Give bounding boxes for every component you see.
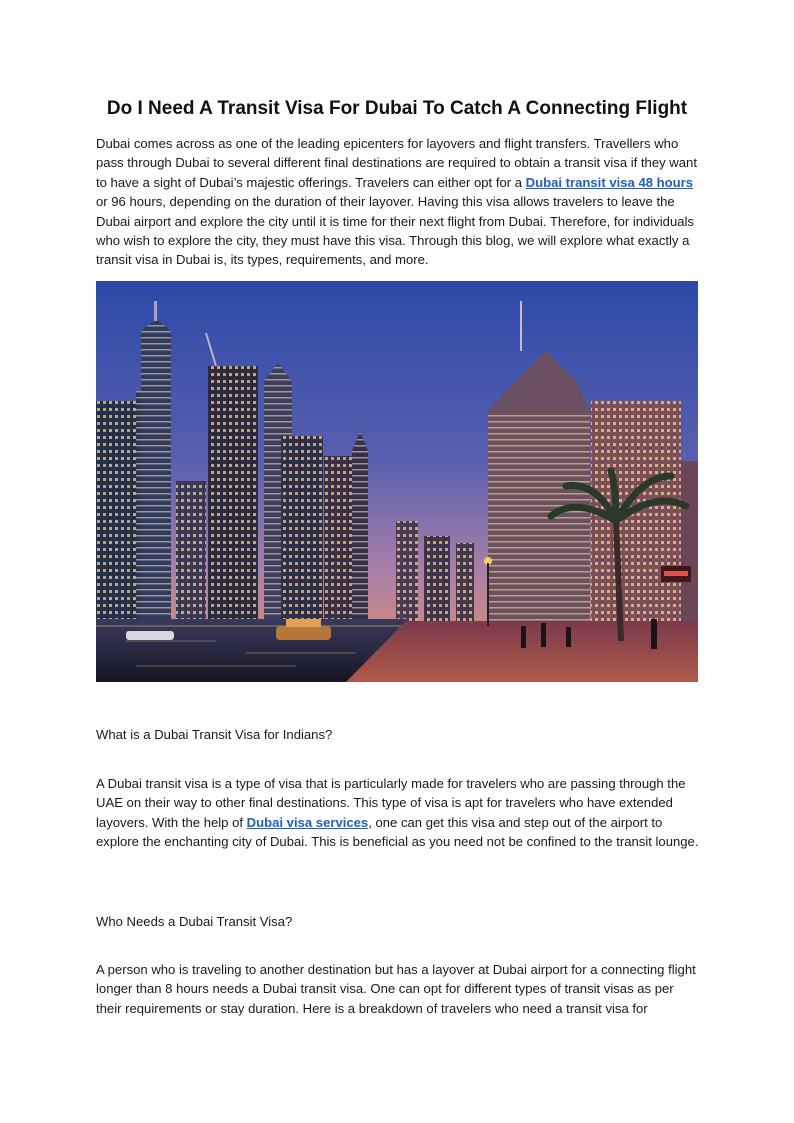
page-title: Do I Need A Transit Visa For Dubai To Catch A Connecting Flight — [106, 98, 688, 119]
section1-text-end: , one can get this visa and step out of the airport to explore the enchanting city of Dubai. This is beneficial as you need not be confined to the transit lounge. — [96, 814, 699, 850]
section1-paragraph — [96, 774, 699, 852]
section1-text-start: A Dubai transit visa is a type of visa that is particularly made for travelers who are passing through the UAE on their way to other final destinations. This type of visa is apt for travelers who have extended layovers. With the help of — [96, 776, 686, 830]
dubai-transit-visa-48-hours-link[interactable]: Dubai transit visa 48 hours — [525, 174, 694, 190]
intro-text-start: Dubai comes across as one of the leading epicenters for layovers and flight transfers. Travellers who pass through Dubai to several different final destinations are required to obtain a transit visa if they want to have a sight of Dubai’s majestic offerings. Travelers can either opt for a — [96, 136, 697, 190]
intro-text-end: or 96 hours, depending on the duration of their layover. Having this visa allows travelers to leave the Dubai airport and explore the city until it is time for their next flight from Dubai. Therefore, for individuals who wish to explore the city, they must have this visa. Through this blog, we will explore what exactly a transit visa in Dubai is, its types, requirements, and more. — [96, 194, 694, 268]
section-heading-what-is: What is a Dubai Transit Visa for Indians? — [96, 727, 333, 742]
intro-paragraph — [96, 134, 699, 270]
section-heading-who-needs: Who Needs a Dubai Transit Visa? — [96, 914, 293, 929]
dubai-visa-services-link[interactable]: Dubai visa services — [246, 814, 369, 830]
section2-paragraph: A person who is traveling to another destination but has a layover at Dubai airport for a connecting flight longer than 8 hours needs a Dubai transit visa. One can opt for different types of transit visas as per their requirements or stay duration. Here is a breakdown of travelers who need a transit visa for — [96, 962, 696, 1016]
dubai-marina-photo — [96, 281, 698, 682]
